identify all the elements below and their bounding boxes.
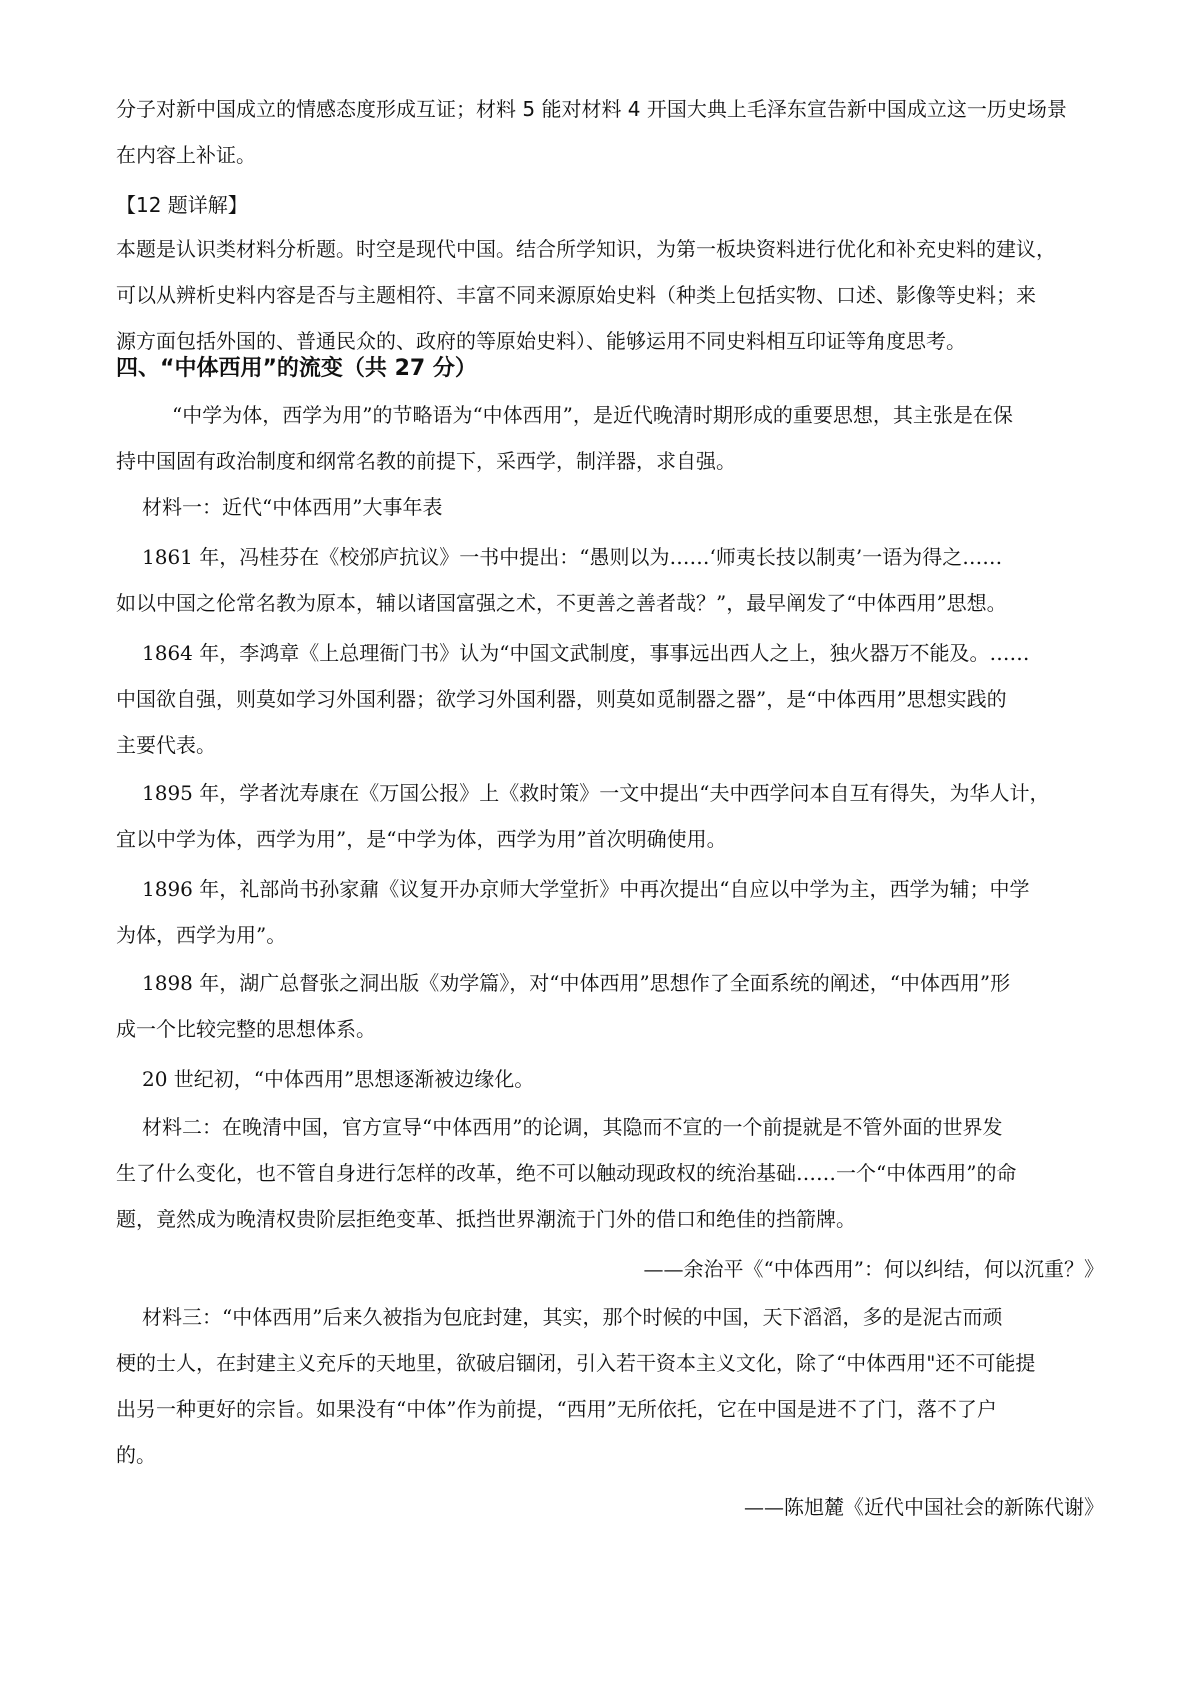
material3-paragraph: [116, 1294, 1106, 1478]
text-line: “中学为体，西学为用”的节略语为“中体西用”，是近代晚清时期形成的重要思想，其主张是在保: [172, 403, 1013, 427]
timeline-entry-20c: [116, 1056, 1106, 1102]
timeline-entry-1864: [116, 630, 1106, 768]
text-line: 材料二：在晚清中国，官方宣导“中体西用”的论调，其隐而不宣的一个前提就是不管外面的世界发: [142, 1115, 1003, 1139]
text-line: 1898 年，湖广总督张之洞出版《劝学篇》，对“中体西用”思想作了全面系统的阐述，“中体西用”形: [142, 971, 1011, 995]
text-line: 出另一种更好的宗旨。如果没有“中体”作为前提，“西用”无所依托，它在中国是进不了门，落不了户: [116, 1397, 997, 1421]
text-line: 宜以中学为体，西学为用”，是“中学为体，西学为用”首次明确使用。: [116, 827, 727, 851]
text-line: 中国欲自强，则莫如学习外国利器；欲学习外国利器，则莫如觅制器之器”，是“中体西用”思想实践的: [116, 687, 1007, 711]
timeline-entry-1898: [116, 960, 1106, 1052]
material1-title-text: 材料一：近代“中体西用”大事年表: [142, 495, 443, 519]
text-line: 源方面包括外国的、普通民众的、政府的等原始史料）、能够运用不同史料相互印证等角度思考。: [116, 329, 966, 353]
text-line: 1895 年，学者沈寿康在《万国公报》上《救时策》一文中提出“夫中西学问本自互有得失，为华人计，: [142, 781, 1050, 805]
text-line: 梗的士人，在封建主义充斥的天地里，欲破启锢闭，引入若干资本主义文化，除了“中体西用"还不可能提: [116, 1351, 1036, 1375]
text-line: 题，竟然成为晚清权贵阶层拒绝变革、抵挡世界潮流于门外的借口和绝佳的挡箭牌。: [116, 1207, 856, 1231]
q12-label: [116, 182, 1106, 228]
material3-source: ——陈旭麓《近代中国社会的新陈代谢》: [744, 1495, 1104, 1519]
text-line: 分子对新中国成立的情感态度形成互证；材料 5 能对材料 4 开国大典上毛泽东宣告新中国成立这一历史场景: [116, 97, 1067, 121]
material2-paragraph: [116, 1104, 1106, 1242]
text-line: 如以中国之伦常名教为原本，辅以诸国富强之术，不更善之善者哉？”，最早阐发了“中体西用”思想。: [116, 591, 1007, 615]
text-line: 的。: [116, 1443, 156, 1467]
timeline-entry-1896: [116, 866, 1106, 958]
section-title: 四、“中体西用”的流变（共 27 分）: [116, 356, 477, 381]
timeline-entry-1861: [116, 534, 1106, 626]
text-line: 1864 年，李鸿章《上总理衙门书》认为“中国文武制度，事事远出西人之上，独火器万不能及。……: [142, 641, 1030, 665]
text-line: 主要代表。: [116, 733, 216, 757]
text-line: 在内容上补证。: [116, 143, 256, 167]
material1-title: [116, 484, 1106, 530]
intro-paragraph: [116, 392, 1106, 484]
text-line: 1896 年，礼部尚书孙家鼐《议复开办京师大学堂折》中再次提出“自应以中学为主，西学为辅；中学: [142, 877, 1030, 901]
material2-source: ——余治平《“中体西用”：何以纠结，何以沉重？》: [643, 1257, 1104, 1281]
text-line: 本题是认识类材料分析题。时空是现代中国。结合所学知识，为第一板块资料进行优化和补充史料的建议，: [116, 237, 1056, 261]
q12-label-text: 【12 题详解】: [116, 193, 248, 217]
text-line: 材料三：“中体西用”后来久被指为包庇封建，其实，那个时候的中国，天下滔滔，多的是泥古而顽: [142, 1305, 1003, 1329]
text-line: 持中国固有政治制度和纲常名教的前提下，采西学，制洋器，求自强。: [116, 449, 736, 473]
timeline-entry-1895: [116, 770, 1106, 862]
q12-paragraph: [116, 226, 1106, 364]
text-line: 可以从辨析史料内容是否与主题相符、丰富不同来源原始史料（种类上包括实物、口述、影像等史料；来: [116, 283, 1036, 307]
text-line: 为体，西学为用”。: [116, 923, 287, 947]
text-line: 1861 年，冯桂芬在《校邠庐抗议》一书中提出：“愚则以为……‘师夷长技以制夷’一语为得之……: [142, 545, 1003, 569]
top-paragraph: [116, 86, 1106, 178]
text-line: 20 世纪初，“中体西用”思想逐渐被边缘化。: [142, 1067, 535, 1091]
text-line: 生了什么变化，也不管自身进行怎样的改革，绝不可以触动现政权的统治基础……一个“中体西用”的命: [116, 1161, 1017, 1185]
text-line: 成一个比较完整的思想体系。: [116, 1017, 376, 1041]
